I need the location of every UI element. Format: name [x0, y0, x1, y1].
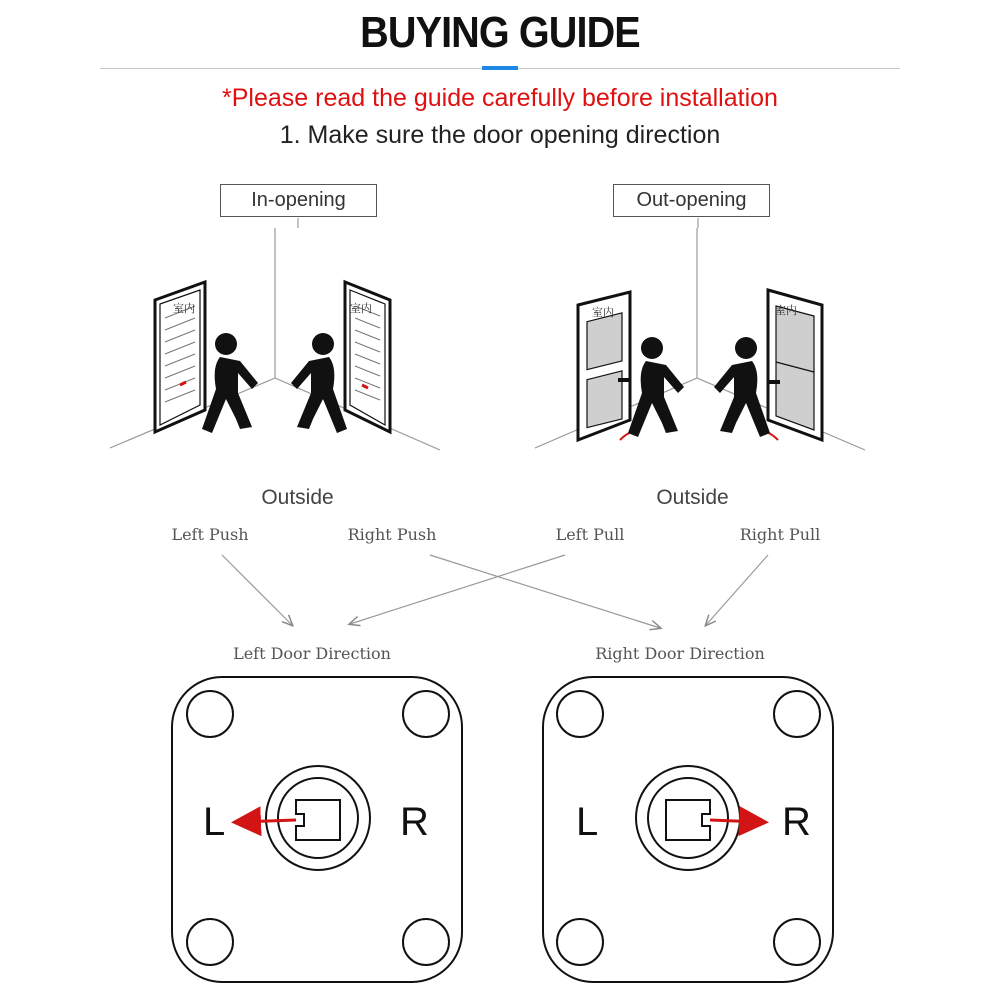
in-opening-left-door: [155, 282, 205, 432]
door-sign-text: 室内: [350, 302, 372, 315]
left-plate-r-letter: R: [400, 800, 429, 844]
walker-icon: [628, 337, 684, 437]
right-direction-arrow: [710, 820, 760, 822]
right-push-label: Right Push: [347, 525, 437, 544]
walker-icon: [714, 337, 770, 437]
in-opening-right-door: [345, 282, 390, 432]
left-pull-label: Left Pull: [555, 525, 625, 544]
out-opening-left-door: [578, 292, 638, 440]
right-plate-l-letter: L: [576, 800, 599, 844]
out-opening-right-door: [760, 290, 822, 440]
walker-icon: [202, 333, 258, 433]
out-opening-label: Out-opening: [613, 184, 770, 217]
page-title: BUYING GUIDE: [360, 8, 640, 57]
walker-icon: [291, 333, 347, 433]
step-instruction: 1. Make sure the door opening direction: [279, 121, 721, 149]
left-direction-arrow: [240, 820, 296, 822]
right-door-direction-label: Right Door Direction: [595, 644, 765, 663]
left-push-label: Left Push: [171, 525, 249, 544]
out-opening-outside-label: Outside: [656, 486, 729, 509]
installation-warning: *Please read the guide carefully before installation: [222, 84, 778, 112]
right-pull-label: Right Pull: [739, 525, 821, 544]
left-plate-l-letter: L: [203, 800, 226, 844]
in-opening-label: In-opening: [220, 184, 377, 217]
in-opening-outside-label: Outside: [261, 486, 334, 509]
direction-connectors: [222, 555, 768, 628]
left-door-direction-label: Left Door Direction: [233, 644, 391, 663]
door-sign-text: 室内: [173, 302, 195, 315]
right-plate-r-letter: R: [782, 800, 811, 844]
door-sign-text: 室内: [775, 304, 797, 317]
door-sign-text: 室内: [592, 306, 614, 319]
